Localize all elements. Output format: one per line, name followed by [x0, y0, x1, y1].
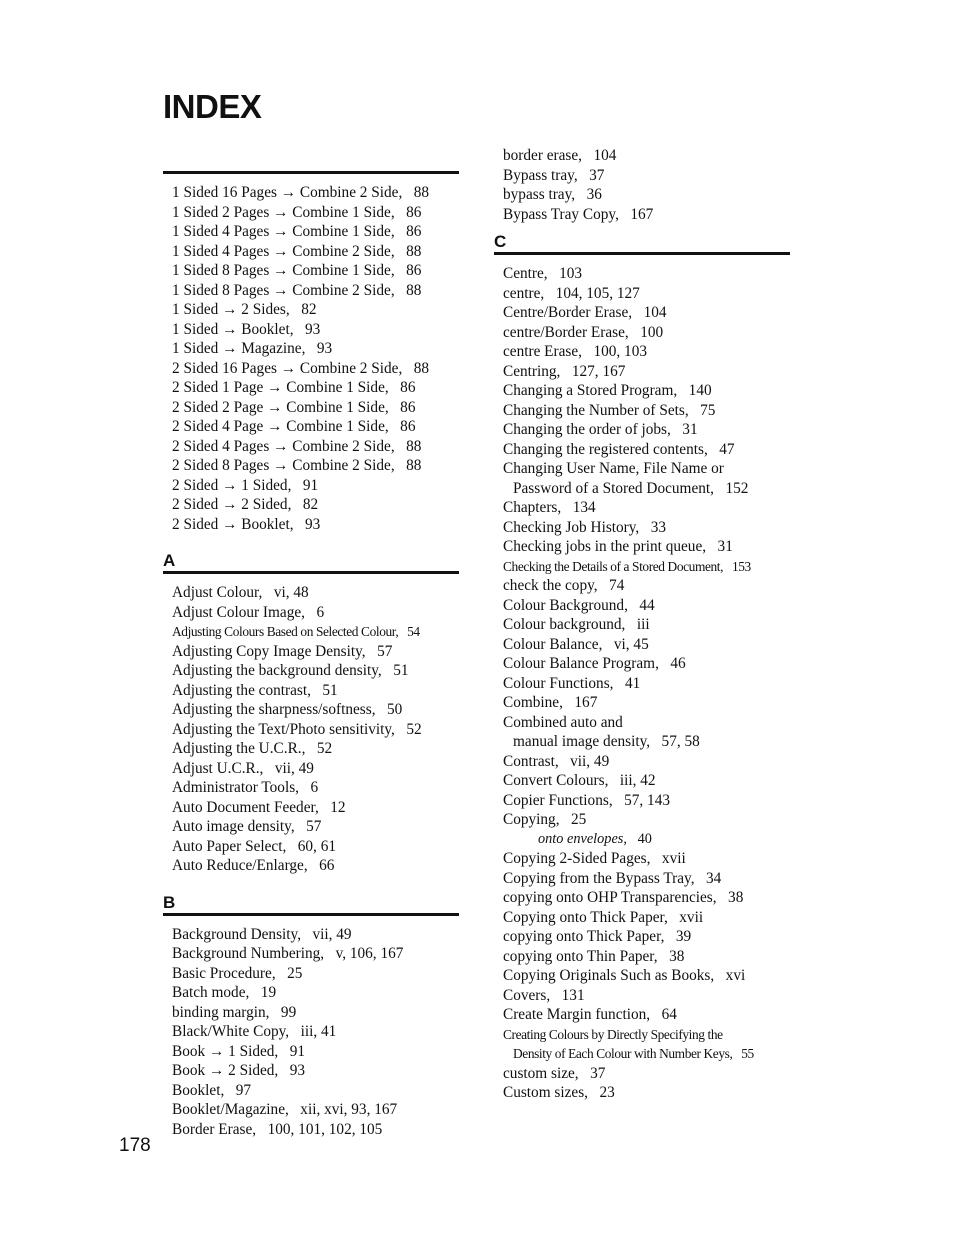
- index-term: 2 Sided → 2 Sided: [172, 496, 288, 513]
- index-term: bypass tray: [503, 186, 572, 203]
- index-page-refs: , 100, 101, 102, 105: [252, 1121, 382, 1138]
- section-letter-c: C: [494, 232, 507, 251]
- index-entry: [503, 1064, 790, 1084]
- index-entry: [172, 1003, 459, 1023]
- index-page-refs: , 44: [624, 597, 655, 614]
- index-entry: [172, 261, 459, 281]
- index-entry: [503, 654, 790, 674]
- index-term: Chapters: [503, 499, 558, 516]
- index-entry: [172, 495, 459, 515]
- index-entry: [172, 944, 459, 964]
- index-term: copying onto Thin Paper: [503, 947, 654, 965]
- index-term: 2 Sided 4 Page → Combine 1 Side: [172, 418, 385, 435]
- index-term: custom size: [503, 1064, 575, 1082]
- index-term: Colour Background: [503, 596, 625, 614]
- index-term: Changing the order of jobs: [503, 421, 667, 438]
- index-entry: [172, 661, 459, 681]
- index-page-refs: , 88: [391, 438, 422, 455]
- index-entry: [503, 771, 790, 791]
- index-page-refs: , 167: [615, 206, 653, 223]
- index-entry: [503, 185, 790, 205]
- index-page-refs: , 54: [395, 624, 419, 639]
- index-entry: [503, 888, 790, 908]
- index-term: Combined auto and: [503, 713, 623, 731]
- index-term: onto envelopes: [538, 830, 624, 847]
- index-term: Batch mode: [172, 984, 246, 1001]
- index-entry: [172, 837, 459, 857]
- section-letter-b: B: [163, 892, 176, 912]
- index-page-refs: , 19: [246, 984, 277, 1001]
- index-entry: [503, 752, 790, 772]
- index-term: Centring: [503, 362, 557, 380]
- index-page-refs: , 33: [635, 519, 666, 536]
- index-page-refs: , 47: [704, 441, 735, 458]
- index-term: Book → 2 Sided: [172, 1062, 275, 1079]
- index-term: 2 Sided 8 Pages → Combine 2 Side: [172, 457, 391, 474]
- index-term: Black/White Copy: [172, 1023, 286, 1040]
- index-term: Copier Functions: [503, 791, 609, 809]
- index-page-refs: , iii: [622, 616, 650, 633]
- index-entry: [172, 437, 459, 457]
- index-page-refs: , 31: [667, 421, 698, 438]
- index-entry: [172, 339, 459, 359]
- index-entry: [172, 1022, 459, 1042]
- index-entry: [503, 1005, 790, 1025]
- index-page-refs: , 91: [288, 477, 319, 494]
- index-term: Adjust Colour Image: [172, 603, 302, 621]
- index-term: Checking Job History: [503, 518, 636, 536]
- page-title: INDEX: [163, 88, 262, 125]
- index-page-refs: , 37: [575, 1065, 606, 1082]
- index-entry: [172, 1100, 459, 1120]
- index-term: Copying Originals Such as Books: [503, 967, 711, 984]
- index-page-refs: , xii, xvi, 93, 167: [285, 1101, 397, 1118]
- index-page-refs: , 93: [290, 516, 321, 533]
- index-entry: [172, 642, 459, 662]
- index-entry: [503, 342, 790, 362]
- index-entry: [503, 947, 790, 967]
- index-entry: [172, 739, 459, 759]
- index-entries: [494, 264, 790, 1103]
- index-entry: [172, 720, 459, 740]
- index-term: Copying 2-Sided Pages: [503, 850, 647, 867]
- index-term: Contrast: [503, 752, 555, 770]
- section-rule: [163, 913, 459, 916]
- index-entry: [172, 622, 459, 642]
- index-page-refs: , 86: [391, 204, 422, 221]
- index-page-refs: , 57: [291, 818, 322, 835]
- index-page-refs: , 6: [301, 604, 324, 621]
- index-page-refs: , 57, 58: [646, 733, 700, 750]
- index-page-refs: , 55: [729, 1046, 753, 1061]
- index-term: Copying from the Bypass Tray: [503, 869, 691, 887]
- index-entry: [172, 476, 459, 496]
- index-entry: [172, 681, 459, 701]
- index-entry: [172, 242, 459, 262]
- index-term: Colour Functions: [503, 674, 610, 692]
- index-term: Auto Document Feeder: [172, 798, 315, 816]
- index-term: Password of a Stored Document: [513, 479, 711, 497]
- index-term: Bypass tray: [503, 166, 574, 184]
- index-entry: [503, 986, 790, 1006]
- index-entry: [503, 674, 790, 694]
- index-page-refs: , 86: [391, 262, 422, 279]
- index-term: manual image density: [513, 733, 647, 750]
- index-entry: [172, 281, 459, 301]
- index-entry: [172, 203, 459, 223]
- index-entry: [172, 583, 459, 603]
- index-term: 1 Sided 4 Pages → Combine 1 Side: [172, 223, 391, 240]
- index-entry: [172, 925, 459, 945]
- section-letter-a: A: [163, 551, 176, 570]
- index-page-refs: , 134: [557, 499, 595, 516]
- index-entry: [503, 908, 790, 928]
- index-term: 2 Sided 4 Pages → Combine 2 Side: [172, 437, 391, 455]
- index-term: 2 Sided → 1 Sided: [172, 476, 288, 494]
- index-page-refs: , iii, 41: [285, 1023, 336, 1040]
- index-page-refs: , 104: [628, 304, 666, 321]
- index-term: 1 Sided 4 Pages → Combine 2 Side: [172, 242, 391, 260]
- index-term: Auto image density: [172, 818, 291, 835]
- index-entry: [503, 713, 790, 733]
- index-entry: [172, 515, 459, 535]
- index-entry: [503, 849, 790, 869]
- index-page-refs: , 51: [378, 662, 409, 679]
- index-page-refs: , 12: [315, 799, 346, 816]
- index-entries: [494, 146, 790, 224]
- index-term: Changing the Number of Sets: [503, 401, 685, 419]
- index-entry: [172, 359, 459, 379]
- index-page-refs: , 140: [673, 382, 711, 399]
- index-page-refs: , 86: [391, 223, 422, 240]
- index-page-refs: , 103: [544, 265, 582, 282]
- index-entry: [503, 146, 790, 166]
- index-entry: [503, 1083, 790, 1103]
- index-term: Adjusting the background density: [172, 662, 378, 679]
- index-term: Basic Procedure: [172, 964, 272, 982]
- section-rule: [163, 171, 459, 174]
- index-page-refs: , 57: [362, 643, 393, 660]
- index-page-refs: , v, 106, 167: [320, 945, 403, 962]
- index-entry: [503, 830, 790, 850]
- index-entry: [503, 927, 790, 947]
- index-entry: [172, 700, 459, 720]
- index-term: 2 Sided 2 Page → Combine 1 Side: [172, 398, 385, 416]
- index-page-refs: , vii, 49: [297, 926, 351, 943]
- index-term: Covers: [503, 986, 547, 1004]
- index-entry: [503, 420, 790, 440]
- index-entry: [503, 635, 790, 655]
- index-term: Adjusting the contrast: [172, 681, 308, 699]
- index-page-refs: , 6: [295, 779, 318, 796]
- index-term: centre/Border Erase: [503, 323, 625, 341]
- index-entry: [503, 791, 790, 811]
- index-term: 1 Sided 2 Pages → Combine 1 Side: [172, 203, 391, 221]
- index-term: Convert Colours: [503, 772, 605, 789]
- index-entry: [503, 401, 790, 421]
- index-term: check the copy: [503, 577, 594, 594]
- index-page-refs: , vi, 48: [259, 584, 309, 601]
- index-entries: [163, 583, 459, 876]
- index-page-refs: , 86: [385, 399, 416, 416]
- index-page-refs: , 82: [286, 301, 317, 318]
- index-term: Adjusting the U.C.R.: [172, 740, 302, 757]
- index-page-refs: , 93: [274, 1062, 305, 1079]
- index-term: Density of Each Colour with Number Keys: [513, 1046, 730, 1061]
- index-entry: [172, 778, 459, 798]
- index-entry: [503, 557, 790, 577]
- index-entry: [503, 693, 790, 713]
- index-term: Auto Reduce/Enlarge: [172, 857, 304, 874]
- index-entry: [172, 222, 459, 242]
- index-page-refs: , 99: [266, 1004, 297, 1021]
- index-entry: [503, 440, 790, 460]
- index-page-refs: , vii, 49: [555, 753, 609, 770]
- index-term: border erase: [503, 147, 579, 164]
- index-entry: [503, 205, 790, 225]
- index-entry: [503, 323, 790, 343]
- index-page-refs: , 127, 167: [557, 363, 626, 380]
- index-term: Border Erase: [172, 1120, 253, 1138]
- index-term: 1 Sided → Magazine: [172, 340, 302, 357]
- index-entry: [172, 856, 459, 876]
- index-page-refs: , 88: [391, 457, 422, 474]
- index-entry: [503, 518, 790, 538]
- index-entry: [172, 1042, 459, 1062]
- index-page-refs: , 23: [584, 1084, 615, 1101]
- index-page-refs: , vii, 49: [260, 760, 314, 777]
- index-term: Adjust Colour: [172, 584, 259, 601]
- index-page-refs: , iii, 42: [605, 772, 656, 789]
- section-rule: [163, 571, 459, 574]
- index-page-refs: , 64: [646, 1006, 677, 1023]
- index-page-refs: , 41: [610, 675, 641, 692]
- index-term: centre: [503, 284, 541, 302]
- index-term: Checking jobs in the print queue: [503, 538, 703, 555]
- index-term: Copying onto Thick Paper: [503, 908, 664, 926]
- index-term: Custom sizes: [503, 1084, 585, 1101]
- index-term: Adjusting Copy Image Density: [172, 642, 362, 660]
- index-page-refs: , 52: [391, 721, 422, 738]
- index-page-refs: , 40: [623, 831, 652, 847]
- index-entry: [503, 284, 790, 304]
- index-term: Adjusting the Text/Photo sensitivity: [172, 720, 392, 738]
- index-entry: [172, 320, 459, 340]
- index-entry: [503, 810, 790, 830]
- index-term: Creating Colours by Directly Specifying the: [503, 1026, 723, 1042]
- index-column-left: [163, 171, 459, 1139]
- index-page-refs: , 60, 61: [282, 838, 336, 855]
- index-term: 1 Sided 8 Pages → Combine 1 Side: [172, 262, 391, 279]
- index-entry: [172, 1061, 459, 1081]
- index-page-refs: , xvii: [647, 850, 686, 867]
- index-page-refs: , 31: [702, 538, 733, 555]
- index-term: Copying: [503, 811, 556, 828]
- section-rule: [494, 252, 790, 255]
- index-entry: [172, 798, 459, 818]
- index-entry: [503, 732, 790, 752]
- index-term: 2 Sided → Booklet: [172, 515, 290, 533]
- index-term: 1 Sided 16 Pages → Combine 2 Side: [172, 184, 399, 201]
- index-page-refs: , 37: [574, 167, 605, 184]
- index-page-refs: , 91: [274, 1043, 305, 1060]
- index-entry: [172, 456, 459, 476]
- index-page-refs: , 88: [391, 243, 422, 260]
- index-entry: [503, 1044, 790, 1064]
- index-page-refs: , 100: [625, 324, 663, 341]
- index-term: Bypass Tray Copy: [503, 205, 616, 223]
- index-term: Changing a Stored Program: [503, 382, 674, 399]
- index-entry: [503, 264, 790, 284]
- index-term: 1 Sided 8 Pages → Combine 2 Side: [172, 281, 391, 299]
- index-entry: [503, 537, 790, 557]
- index-entry: [172, 964, 459, 984]
- index-term: Colour Balance: [503, 635, 599, 653]
- index-term: Combine: [503, 694, 560, 711]
- index-term: Booklet/Magazine: [172, 1101, 285, 1118]
- index-page-refs: , 66: [304, 857, 335, 874]
- index-page-refs: , 50: [372, 701, 403, 718]
- index-entry: [503, 966, 790, 986]
- index-term: Administrator Tools: [172, 779, 296, 796]
- index-page-refs: , 104, 105, 127: [540, 285, 639, 302]
- index-term: copying onto Thick Paper: [503, 928, 661, 945]
- index-entry: [503, 869, 790, 889]
- index-term: Changing the registered contents: [503, 440, 704, 458]
- index-page-refs: , 88: [398, 184, 429, 201]
- index-entry: [172, 183, 459, 203]
- index-term: 2 Sided 16 Pages → Combine 2 Side: [172, 359, 399, 377]
- index-page-refs: , 100, 103: [578, 343, 647, 360]
- page-number: 178: [119, 1135, 151, 1156]
- index-entry: [503, 459, 790, 479]
- index-page-refs: , 93: [302, 340, 333, 357]
- index-page-refs: , 167: [559, 694, 597, 711]
- index-page-refs: , 46: [655, 655, 686, 672]
- index-page-refs: , 34: [691, 870, 722, 887]
- index-page-refs: , 97: [220, 1082, 251, 1099]
- index-page-refs: , 86: [385, 418, 416, 435]
- index-column-right: [494, 146, 790, 1103]
- index-page-refs: , 39: [661, 928, 692, 945]
- index-page-refs: , 131: [546, 987, 584, 1004]
- index-page-refs: , 153: [720, 559, 751, 574]
- index-page-refs: , 52: [302, 740, 333, 757]
- index-term: Changing User Name, File Name or: [503, 460, 724, 477]
- index-term: Centre: [503, 265, 544, 282]
- index-page-refs: , 88: [391, 282, 422, 299]
- index-term: Auto Paper Select: [172, 837, 283, 855]
- index-term: binding margin: [172, 1003, 266, 1021]
- index-entry: [172, 378, 459, 398]
- index-term: Adjusting Colours Based on Selected Colour: [172, 624, 396, 639]
- index-term: 1 Sided → Booklet: [172, 320, 290, 338]
- index-entry: [503, 498, 790, 518]
- index-entry: [172, 983, 459, 1003]
- index-entry: [172, 300, 459, 320]
- index-entry: [503, 166, 790, 186]
- index-page-refs: , 86: [385, 379, 416, 396]
- index-term: Create Margin function: [503, 1006, 647, 1023]
- index-entry: [172, 1081, 459, 1101]
- index-page-refs: , vi, 45: [599, 636, 649, 653]
- index-entry: [503, 479, 790, 499]
- index-term: Background Numbering: [172, 945, 321, 962]
- index-page-refs: , 93: [290, 321, 321, 338]
- index-page-refs: , 88: [398, 360, 429, 377]
- index-term: Adjust U.C.R.: [172, 759, 260, 777]
- index-term: Book → 1 Sided: [172, 1042, 275, 1060]
- index-entry: [172, 1120, 459, 1140]
- index-page-refs: , 25: [556, 811, 587, 828]
- index-entry: [172, 759, 459, 779]
- index-page-refs: , 38: [713, 889, 744, 906]
- index-entry: [503, 596, 790, 616]
- index-page-refs: , 25: [272, 965, 303, 982]
- index-entry: [172, 603, 459, 623]
- index-entries: [163, 183, 459, 534]
- index-term: centre Erase: [503, 343, 579, 360]
- index-page-refs: , 104: [578, 147, 616, 164]
- index-term: Adjusting the sharpness/softness: [172, 701, 372, 718]
- index-term: Checking the Details of a Stored Document: [503, 558, 721, 574]
- index-term: Colour background: [503, 616, 622, 633]
- index-entry: [172, 817, 459, 837]
- index-entry: [503, 1025, 790, 1045]
- index-term: Booklet: [172, 1081, 221, 1099]
- index-page-refs: , 38: [654, 948, 685, 965]
- index-term: Centre/Border Erase: [503, 304, 629, 321]
- index-entry: [503, 615, 790, 635]
- index-page-refs: , 57, 143: [609, 792, 670, 809]
- index-page-refs: , 152: [710, 480, 748, 497]
- index-page-refs: , xvi: [710, 967, 745, 984]
- index-entry: [503, 362, 790, 382]
- index-page-refs: , xvii: [664, 909, 703, 926]
- index-term: copying onto OHP Transparencies: [503, 889, 713, 906]
- index-entry: [503, 303, 790, 323]
- index-page-refs: , 36: [571, 186, 602, 203]
- index-entry: [172, 417, 459, 437]
- index-entry: [503, 381, 790, 401]
- index-term: 1 Sided → 2 Sides: [172, 301, 286, 318]
- index-page-refs: , 75: [685, 402, 716, 419]
- index-term: Colour Balance Program: [503, 655, 656, 672]
- index-entry: [172, 398, 459, 418]
- index-entry: [503, 576, 790, 596]
- index-page-refs: , 82: [288, 496, 319, 513]
- index-term: Background Density: [172, 925, 298, 943]
- index-entries: [163, 925, 459, 1140]
- index-page-refs: , 74: [594, 577, 625, 594]
- index-term: 2 Sided 1 Page → Combine 1 Side: [172, 379, 385, 396]
- index-page-refs: , 51: [307, 682, 338, 699]
